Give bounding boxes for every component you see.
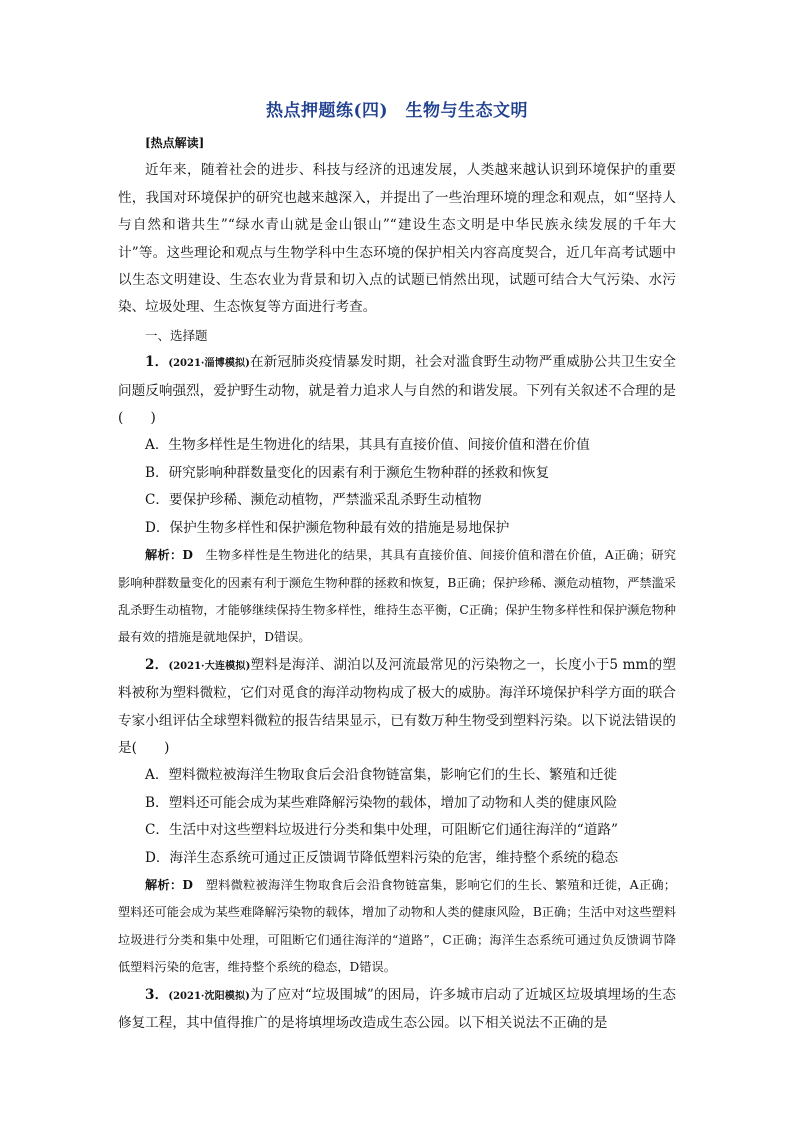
question-1-answer xyxy=(118,542,676,652)
question-text: 在新冠肺炎疫情暴发时期，社会对滥食野生动物严重威胁公共卫生安全问题反响强烈，爱护野生动物，就是着力追求人与自然的和谐发展。下列有关叙述不合理的是( ) xyxy=(118,354,677,427)
question-3-stem xyxy=(118,982,676,1038)
question-2-option-a: A．塑料微粒被海洋生物取食后会沿食物链富集，影响它们的生长、繁殖和迁徙 xyxy=(145,767,618,784)
question-source: (2021·大连模拟) xyxy=(168,660,251,672)
answer-explanation: 生物多样性是生物进化的结果，其具有直接价值、间接价值和潜在价值，A正确；研究影响种群数量变化的因素有利于濒危生物种群的拯救和恢复，B正确；保护珍稀、濒危动植物，严禁滥采乱杀野生动植物，才能够继续保持生物多样性，维持生态平衡，C正确；保护生物多样性和保护濒危物种最有效的措施是就地保护，D错误。 xyxy=(118,548,676,645)
question-source: (2021·淄博模拟) xyxy=(168,358,250,370)
question-1-option-b: B．研究影响种群数量变化的因素有利于濒危生物种群的拯救和恢复 xyxy=(145,464,550,481)
question-number: 2． xyxy=(145,656,169,673)
question-2-stem xyxy=(118,652,676,763)
answer-label: 解析：D xyxy=(145,877,193,892)
hotspot-tag: [热点解读] xyxy=(145,136,205,150)
question-2-answer xyxy=(118,872,676,982)
question-2-option-b: B．塑料还可能会成为某些难降解污染物的载体，增加了动物和人类的健康风险 xyxy=(145,794,618,811)
question-2-option-d: D．海洋生态系统可通过正反馈调节降低塑料污染的危害，维持整个系统的稳态 xyxy=(145,849,619,866)
answer-label: 解析：D xyxy=(145,548,193,563)
document-body xyxy=(118,130,676,1037)
question-text: 塑料是海洋、湖泊以及河流最常见的污染物之一，长度小于5 mm的塑料被称为塑料微粒，它们对觅食的海洋动物构成了极大的威胁。海洋环境保护科学方面的联合专家小组评估全球塑料微粒的报告结果显示，已有数万种生物受到塑料污染。以下说法错误的是( ) xyxy=(118,656,676,756)
question-1-option-d: D．保护生物多样性和保护濒危物种最有效的措施是易地保护 xyxy=(145,519,510,536)
question-number: 3． xyxy=(145,986,169,1003)
section-title: 一、选择题 xyxy=(145,327,208,343)
intro-paragraph: 近年来，随着社会的进步、科技与经济的迅速发展，人类越来越认识到环境保护的重要性，我国对环境保护的研究也越来越深入，并提出了一些治理环境的理念和观点，如“坚持人与自然和谐共生”“绿水青山就是金山银山”“建设生态文明是中华民族永续发展的千年大计”等。这些理论和观点与生物学科中生态环境的保护相关内容高度契合，近几年高考试题中以生态文明建设、生态农业为背景和切入点的试题已悄然出现，试题可结合大气污染、水污染、垃圾处理、生态恢复等方面进行考查。 xyxy=(118,162,676,316)
question-source: (2021·沈阳模拟) xyxy=(168,990,250,1002)
question-1-stem xyxy=(118,349,676,432)
question-2-option-c: C．生活中对这些塑料垃圾进行分类和集中处理，可阻断它们通往海洋的“道路” xyxy=(145,822,618,839)
question-1-option-a: A．生物多样性是生物进化的结果，其具有直接价值、间接价值和潜在价值 xyxy=(145,437,590,454)
page-title: 热点押题练(四) 生物与生态文明 xyxy=(265,101,529,121)
question-1-option-c: C．要保护珍稀、濒危动植物，严禁滥采乱杀野生动植物 xyxy=(145,492,482,509)
answer-explanation: 塑料微粒被海洋生物取食后会沿食物链富集，影响它们的生长、繁殖和迁徙，A正确；塑料还可能会成为某些难降解污染物的载体，增加了动物和人类的健康风险，B正确；生活中对这些塑料垃圾进行分类和集中处理，可阻断它们通往海洋的“道路”，C正确；海洋生态系统可通过负反馈调节降低塑料污染的危害，维持整个系统的稳态，D错误。 xyxy=(118,877,676,975)
question-number: 1． xyxy=(145,354,169,371)
question-text: 为了应对“垃圾围城”的困局，许多城市启动了近城区垃圾填埋场的生态修复工程，其中值得推广的是将填埋场改造成生态公园。以下相关说法不正确的是 xyxy=(118,986,676,1031)
